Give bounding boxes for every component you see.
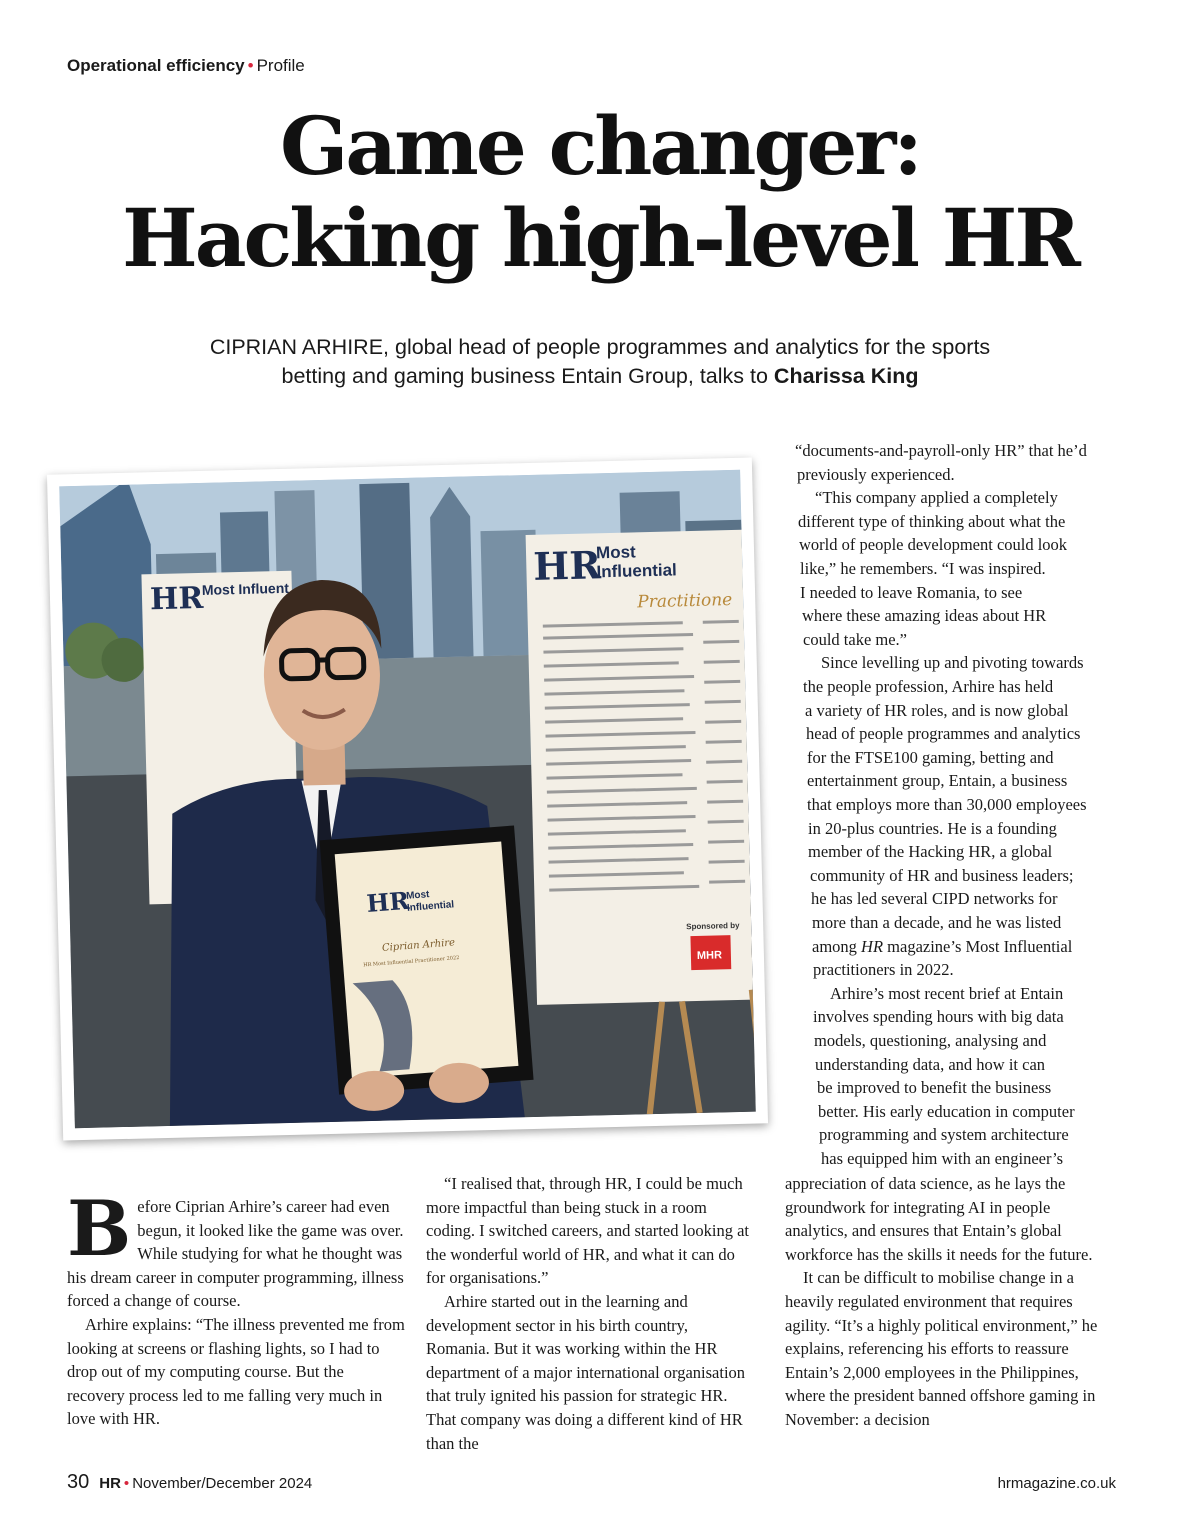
left-poster-logo: HR (149, 580, 204, 618)
sponsor-name: MHR (696, 949, 723, 962)
column-1-paragraph-1: efore Ciprian Arhire’s career had even begun, it looked like the game was over. While studying for what he thought was his dream career in computer programming, illness forced a change of course. (67, 1197, 404, 1311)
column-3-line: the people profession, Arhire has held (803, 677, 1054, 696)
column-3-line: I needed to leave Romania, to see (800, 582, 1023, 602)
building (429, 486, 473, 657)
column-3-line: world of people development could look (799, 535, 1068, 555)
column-3-line: member of the Hacking HR, a global (808, 842, 1053, 862)
column-3-line: “This company applied a completely (815, 488, 1058, 508)
column-3-line: for the FTSE100 gaming, betting and (807, 747, 1054, 767)
section-category: Operational efficiency (67, 56, 245, 75)
right-poster-logo: HR (532, 542, 602, 589)
column-3-line: a variety of HR roles, and is now global (805, 700, 1069, 720)
column-1-paragraph-2: Arhire explains: “The illness prevented me from looking at screens or flashing lights, so I had to drop out of my computing course. But the recovery process led to me falling very much in love with HR. (67, 1314, 405, 1429)
certificate-title-1: Most (405, 889, 430, 902)
column-3-line: could take me.” (803, 629, 907, 649)
column-3-line: where these amazing ideas about HR (802, 606, 1047, 626)
column-3-paragraph-1: appreciation of data science, as he lays the groundwork for integrating AI in people analytics, and ensures that Entain’s global workforce has the skills it needs for the future. (785, 1174, 1093, 1264)
footer-separator: • (123, 1475, 130, 1492)
magazine-name: HR (99, 1475, 121, 1492)
column-3-line: involves spending hours with big data (813, 1007, 1064, 1027)
column-3-line: previously experienced. (797, 464, 955, 484)
page-title (0, 100, 1200, 284)
magazine-title-italic: HR (861, 936, 884, 956)
column-3-line: among HR magazine’s Most Influential (812, 936, 1073, 956)
standfirst-author: Charissa King (773, 364, 919, 388)
page-number: 30 (67, 1471, 90, 1493)
certificate-logo: HR (365, 885, 411, 918)
column-3-line: “documents-and-payroll-only HR” that he’d (795, 441, 1087, 460)
column-3-line: models, questioning, analysing and (814, 1031, 1047, 1050)
column-2 (426, 1172, 752, 1455)
column-3-line: has equipped him with an engineer’s (821, 1149, 1064, 1168)
standfirst-name: CIPRIAN ARHIRE (209, 335, 384, 359)
column-3-line: in 20-plus countries. He is a founding (808, 818, 1057, 838)
column-3-line: Since levelling up and pivoting towards (821, 653, 1084, 673)
column-2-paragraph-2: Arhire started out in the learning and development sector in his birth country, Romania. But it was working within the HR department of a major international organisation that truly ignited his passion for strategic HR. That company was doing a different kind of HR than the (426, 1291, 746, 1453)
right-poster-title-2: Influential (596, 560, 677, 582)
column-3-line: be improved to benefit the business (817, 1078, 1052, 1098)
issue-date: November/December 2024 (132, 1475, 313, 1492)
certificate-recipient: Ciprian Arhire (381, 937, 456, 954)
column-1 (67, 1184, 405, 1431)
column-2-paragraph-1: “I realised that, through HR, I could be much more impactful than being stuck in a room coding. I switched careers, and started looking at the wonderful world of HR, and what it can do for organisations.” (426, 1174, 750, 1288)
column-3-line: Arhire’s most recent brief at Entain (830, 983, 1064, 1003)
section-label (67, 56, 305, 76)
website-link[interactable]: hrmagazine.co.uk (997, 1475, 1116, 1492)
column-3-line: programming and system architecture (819, 1125, 1069, 1145)
certificate-award: HR Most Influential Practitioner 2022 (363, 955, 460, 969)
column-3-line: he has led several CIPD networks for (811, 889, 1058, 909)
photo-illustration (59, 470, 755, 1128)
sponsored-by-label: Sponsored by (686, 920, 740, 932)
column-3-line: like,” he remembers. “I was inspired. (800, 559, 1046, 578)
column-3-line: understanding data, and how it can (815, 1054, 1046, 1074)
column-3-line: practitioners in 2022. (813, 960, 954, 980)
column-3-line: that employs more than 30,000 employees (807, 795, 1087, 814)
left-poster-title: Most Influent (201, 579, 290, 598)
column-3-line: more than a decade, and he was listed (812, 913, 1062, 932)
drop-cap: B (67, 1184, 132, 1273)
standfirst-line-1: , global head of people programmes and analytics for the sports (383, 335, 991, 359)
right-poster-title-1: Most (595, 542, 636, 563)
photo-image (59, 470, 755, 1128)
right-poster-subtitle: Practitione (637, 590, 733, 613)
column-3-line: head of people programmes and analytics (806, 724, 1081, 744)
column-3 (785, 1172, 1115, 1432)
section-separator: • (247, 56, 254, 75)
standfirst (110, 333, 1090, 391)
column-3-line: community of HR and business leaders; (810, 865, 1074, 885)
column-3-line: entertainment group, Entain, a business (807, 771, 1068, 791)
certificate-title-2: Influential (406, 899, 455, 914)
column-3-line: different type of thinking about what the (798, 511, 1066, 531)
article-photo (47, 457, 768, 1140)
headline-line-2: Hacking high-level HR (122, 191, 1078, 285)
headline-line-1: Game changer: (280, 99, 920, 193)
standfirst-line-2: betting and gaming business Entain Group, talks to (281, 364, 774, 388)
column-3-paragraph-2: It can be difficult to mobilise change in a heavily regulated environment that requires agility. “It’s a highly political environment,” he explains, referencing his efforts to reassure Entain’s 2,000 employees in the Philippines, where the president banned offshore gaming in November: a decision (785, 1268, 1098, 1429)
column-3-line: better. His early education in computer (818, 1101, 1075, 1121)
section-type: Profile (256, 56, 305, 75)
footer-left (67, 1471, 312, 1494)
